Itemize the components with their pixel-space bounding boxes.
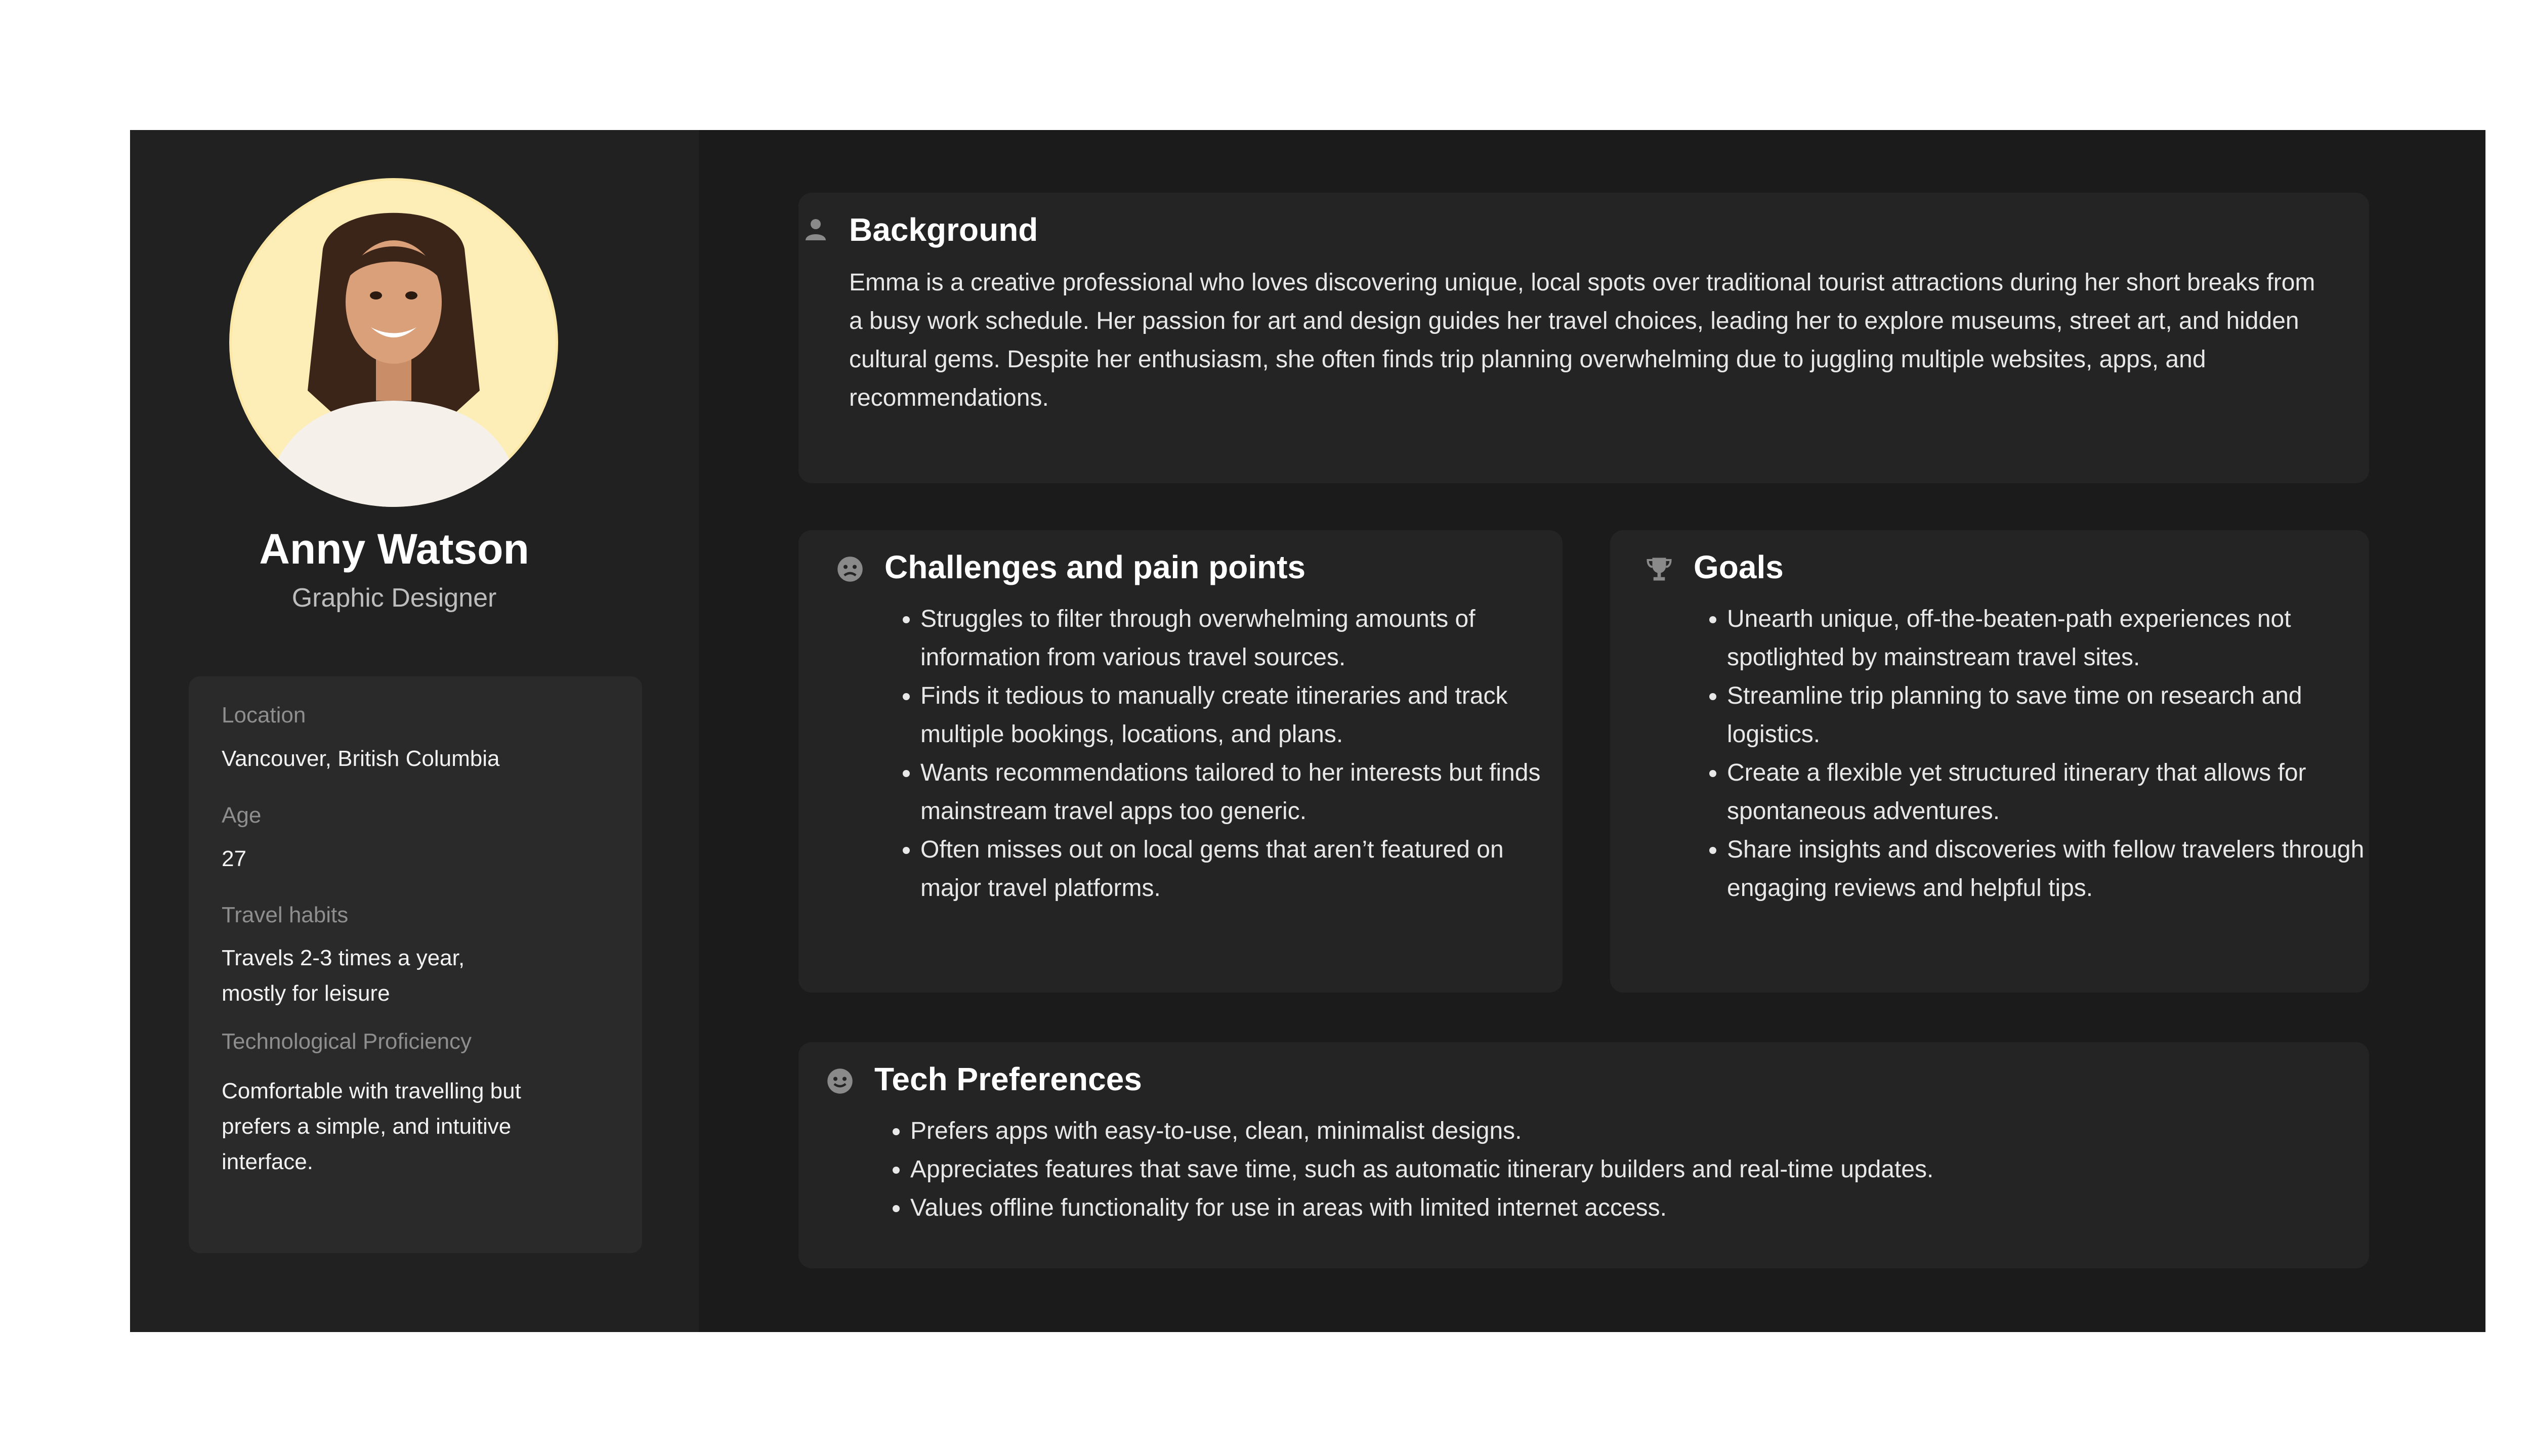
background-title: Background [849, 211, 1038, 248]
smile-face-icon [826, 1067, 854, 1095]
list-item: • Unearth unique, off-the-beaten-path experiences not spotlighted by mainstream travel sites. [1727, 600, 2365, 677]
profile-role: Graphic Designer [291, 583, 497, 613]
profile-name: Anny Watson [259, 525, 529, 573]
age-value: 27 [222, 846, 246, 871]
tech-preferences-list [887, 1112, 2368, 1227]
list-item: • Often misses out on local gems that aren’t featured on major travel platforms. [920, 831, 1548, 908]
list-item: • Wants recommendations tailored to her interests but finds mainstream travel apps too generic. [920, 754, 1548, 831]
avatar-portrait [229, 178, 558, 507]
goals-list [1704, 600, 2365, 908]
tech-proficiency-value: Comfortable with travelling but prefers a simple, and intuitive interface. [222, 1079, 521, 1174]
goals-title: Goals [1694, 549, 1784, 585]
user-icon [804, 217, 828, 241]
tech-proficiency-label: Technological Proficiency [222, 1029, 472, 1054]
location-value: Vancouver, British Columbia [222, 746, 500, 771]
tech-preferences-title: Tech Preferences [874, 1061, 1142, 1097]
list-item: • Struggles to filter through overwhelming amounts of information from various travel sources. [920, 600, 1548, 677]
challenges-list [897, 600, 1548, 908]
location-label: Location [222, 703, 306, 727]
age-label: Age [222, 803, 262, 828]
list-item: • Create a flexible yet structured itinerary that allows for spontaneous adventures. [1727, 754, 2365, 831]
list-item: • Streamline trip planning to save time on research and logistics. [1727, 677, 2365, 754]
list-item: • Share insights and discoveries with fellow travelers through engaging reviews and helpful tips. [1727, 831, 2365, 908]
background-card [798, 193, 2369, 483]
travel-habits-value: Travels 2-3 times a year, mostly for leisure [222, 946, 465, 1006]
travel-habits-label: Travel habits [222, 903, 349, 927]
avatar [229, 178, 558, 507]
goals-card [1610, 530, 2369, 993]
list-item: • Appreciates features that save time, such as automatic itinerary builders and real-time updates. [910, 1150, 2368, 1189]
list-item: • Finds it tedious to manually create itineraries and track multiple bookings, locations, and plans. [920, 677, 1548, 754]
list-item: • Values offline functionality for use in areas with limited internet access. [910, 1189, 2368, 1227]
persona-frame [130, 130, 2485, 1332]
profile-sidebar [130, 130, 699, 1332]
tech-preferences-card [798, 1042, 2369, 1268]
background-text: Emma is a creative professional who loves discovering unique, local spots over traditional tourist attractions during her short breaks from a busy work schedule. Her passion for art and design guides her travel choices, leading her to explore museums, street art, and hidden cultural gems. Despite her enthusiasm, she often finds trip planning overwhelming due to juggling multiple websites, apps, and recommendations. [849, 269, 2315, 411]
challenges-card [798, 530, 1563, 993]
trophy-icon [1646, 555, 1673, 583]
list-item: • Prefers apps with easy-to-use, clean, minimalist designs. [910, 1112, 2368, 1150]
profile-details-card [189, 676, 642, 1253]
frown-face-icon [836, 555, 864, 583]
challenges-title: Challenges and pain points [884, 549, 1306, 585]
